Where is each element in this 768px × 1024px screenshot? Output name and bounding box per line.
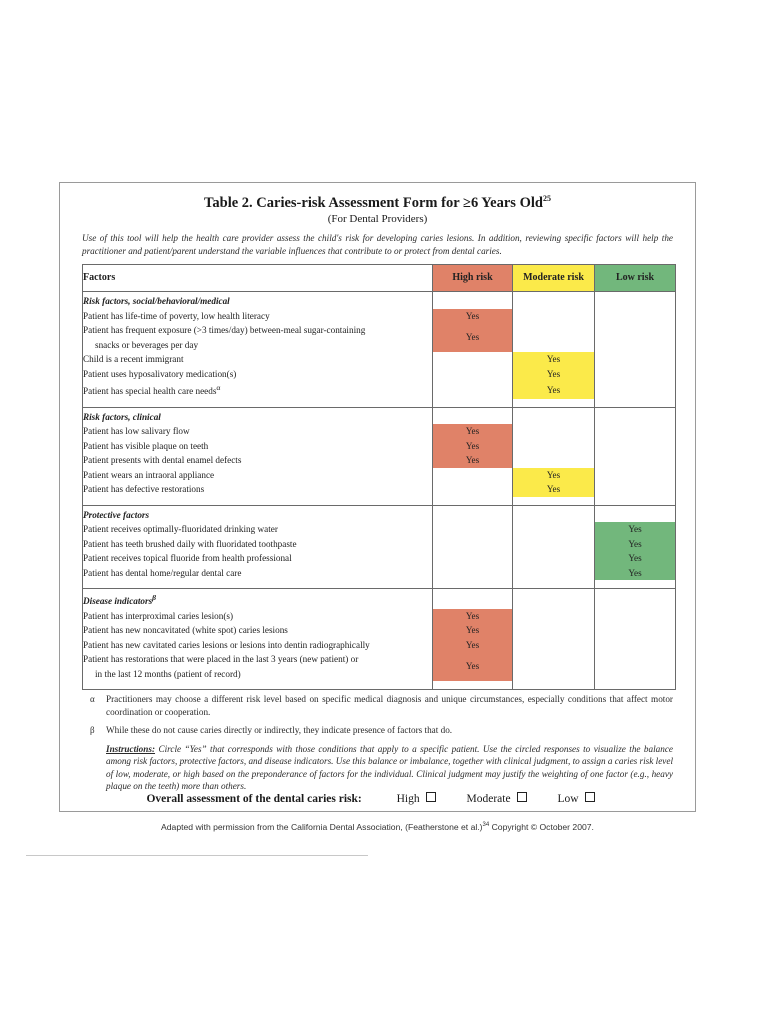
empty-cell xyxy=(433,522,513,537)
factor-row xyxy=(83,424,676,439)
empty-cell xyxy=(513,589,595,609)
empty-cell xyxy=(433,566,513,581)
factor-cell xyxy=(83,424,433,439)
factor-cell xyxy=(83,609,433,624)
risk-table-body xyxy=(83,265,676,690)
factor-row xyxy=(83,638,676,653)
factor-text: Patient has defective restorations xyxy=(83,484,205,495)
factor-row xyxy=(83,522,676,537)
empty-cell xyxy=(433,381,513,399)
risk-table xyxy=(82,264,676,690)
credit-copyright: Copyright © October 2007. xyxy=(489,822,594,832)
empty-cell xyxy=(513,609,595,624)
empty-cell xyxy=(595,453,676,468)
spacer-cell xyxy=(83,399,433,408)
empty-cell xyxy=(513,453,595,468)
empty-cell xyxy=(513,551,595,566)
empty-cell xyxy=(433,537,513,552)
low-risk-yes[interactable]: Yes xyxy=(595,566,676,581)
factor-cell xyxy=(83,367,433,382)
spacer-cell xyxy=(595,399,676,408)
empty-cell xyxy=(595,505,676,522)
empty-cell xyxy=(513,537,595,552)
empty-cell xyxy=(513,652,595,681)
high-risk-yes[interactable]: Yes xyxy=(433,623,513,638)
empty-cell xyxy=(595,468,676,483)
empty-cell xyxy=(595,439,676,454)
low-checkbox[interactable] xyxy=(585,792,595,802)
spacer-cell xyxy=(595,497,676,506)
intro-paragraph: Use of this tool will help the health care provider assess the child's risk for developing caries lesions. In addition, reviewing specific factors will help the practitioner and patient/parent understand the variable influences that contribute to or protect from dental caries. xyxy=(82,233,673,256)
section-label-text: Disease indicators xyxy=(83,596,153,607)
moderate-risk-yes[interactable]: Yes xyxy=(513,482,595,497)
factor-cell xyxy=(83,551,433,566)
section-header-row xyxy=(83,407,676,424)
factor-text-continued: snacks or beverages per day xyxy=(95,339,199,350)
factor-row xyxy=(83,381,676,399)
spacer-cell xyxy=(83,681,433,690)
factor-cell xyxy=(83,482,433,497)
section-spacer xyxy=(83,399,676,408)
factor-cell xyxy=(83,566,433,581)
factor-row xyxy=(83,623,676,638)
overall-high-label: High xyxy=(396,793,420,805)
empty-cell xyxy=(595,652,676,681)
empty-cell xyxy=(513,638,595,653)
footnote-beta xyxy=(90,724,673,737)
factor-text: Patient has life-time of poverty, low health literacy xyxy=(83,310,270,321)
section-label-footnote: β xyxy=(152,593,157,603)
empty-cell xyxy=(595,589,676,609)
empty-cell xyxy=(595,381,676,399)
high-risk-yes[interactable]: Yes xyxy=(433,652,513,681)
high-risk-yes[interactable]: Yes xyxy=(433,424,513,439)
title-text: Table 2. Caries-risk Assessment Form for ≥6 Years Old xyxy=(204,194,543,211)
instructions-text: Circle “Yes” that corresponds with those conditions that apply to a specific patient. Use the circled responses to visualize the balance among risk factors, protective factors, and disease indicators. Use this balance or imbalance, together with clinical judgment, to assign a caries risk level of low, moderate, or high based on the preponderance of factors for the individual. Clinical judgment may justify the weighting of one factor (e.g., heavy plaque on the teeth) more than others. xyxy=(106,743,673,791)
factor-text: Patient uses hyposalivatory medication(s) xyxy=(83,368,237,379)
instructions-label: Instructions: xyxy=(106,743,156,754)
overall-moderate-label: Moderate xyxy=(466,793,511,805)
empty-cell xyxy=(513,424,595,439)
factor-text: Patient has low salivary flow xyxy=(83,426,190,437)
high-checkbox[interactable] xyxy=(426,792,436,802)
overall-question: Overall assessment of the dental caries risk: xyxy=(146,793,362,805)
factor-row xyxy=(83,309,676,324)
empty-cell xyxy=(433,551,513,566)
empty-cell xyxy=(513,439,595,454)
factor-cell xyxy=(83,537,433,552)
spacer-cell xyxy=(595,681,676,690)
spacer-cell xyxy=(433,580,513,589)
spacer-cell xyxy=(83,497,433,506)
section-spacer xyxy=(83,580,676,589)
high-risk-yes[interactable]: Yes xyxy=(433,609,513,624)
table-subtitle: (For Dental Providers) xyxy=(327,213,428,225)
section-label xyxy=(83,292,433,309)
section-label-text: Protective factors xyxy=(83,509,150,520)
factor-cell xyxy=(83,522,433,537)
empty-cell xyxy=(595,323,676,352)
factor-row xyxy=(83,352,676,367)
header-factors: Factors xyxy=(83,265,433,292)
factor-row xyxy=(83,439,676,454)
moderate-risk-yes[interactable]: Yes xyxy=(513,352,595,367)
spacer-cell xyxy=(83,580,433,589)
footnote-alpha-text: Practitioners may choose a different risk level based on specific medical diagnosis and unique circumstances, especially conditions that affect motor coordination or cooperation. xyxy=(106,694,673,717)
overall-option-moderate xyxy=(466,793,526,805)
factor-text: Child is a recent immigrant xyxy=(83,354,184,364)
spacer-cell xyxy=(513,399,595,408)
empty-cell xyxy=(433,589,513,609)
credit-text: Adapted with permission from the California Dental Association, (Featherstone et al.) xyxy=(161,822,483,832)
factor-row xyxy=(83,453,676,468)
empty-cell xyxy=(433,505,513,522)
empty-cell xyxy=(433,367,513,382)
section-header-row xyxy=(83,589,676,609)
section-spacer xyxy=(83,681,676,690)
factor-cell xyxy=(83,652,433,681)
empty-cell xyxy=(513,522,595,537)
factor-row xyxy=(83,468,676,483)
factor-row xyxy=(83,323,676,352)
section-header-row xyxy=(83,505,676,522)
moderate-risk-yes[interactable]: Yes xyxy=(513,468,595,483)
factor-row xyxy=(83,482,676,497)
footnotes xyxy=(90,693,673,793)
high-risk-yes[interactable]: Yes xyxy=(433,309,513,324)
section-header-row xyxy=(83,292,676,309)
section-label-text: Risk factors, clinical xyxy=(83,411,161,422)
empty-cell xyxy=(513,309,595,324)
table-header-row xyxy=(83,265,676,292)
factor-text: Patient has new noncavitated (white spot) caries lesions xyxy=(83,625,288,636)
section-spacer xyxy=(83,497,676,506)
factor-cell xyxy=(83,309,433,324)
factor-text: Patient receives topical fluoride from health professional xyxy=(83,553,292,564)
empty-cell xyxy=(595,482,676,497)
empty-cell xyxy=(595,609,676,624)
high-risk-yes[interactable]: Yes xyxy=(433,439,513,454)
credit-line xyxy=(59,822,696,832)
credit-reference: 34 xyxy=(482,822,490,829)
moderate-risk-yes[interactable]: Yes xyxy=(513,381,595,399)
section-label xyxy=(83,505,433,522)
section-label xyxy=(83,407,433,424)
empty-cell xyxy=(513,623,595,638)
empty-cell xyxy=(513,323,595,352)
factor-cell xyxy=(83,638,433,653)
factor-cell xyxy=(83,439,433,454)
title-reference: 25 xyxy=(542,194,551,203)
low-risk-yes[interactable]: Yes xyxy=(595,551,676,566)
empty-cell xyxy=(595,638,676,653)
factor-row xyxy=(83,566,676,581)
factor-text: Patient has special health care needs xyxy=(83,386,217,397)
empty-cell xyxy=(433,407,513,424)
low-risk-yes[interactable]: Yes xyxy=(595,537,676,552)
factor-row xyxy=(83,367,676,382)
empty-cell xyxy=(595,292,676,309)
footnote-alpha-symbol: α xyxy=(90,694,95,704)
header-low-risk: Low risk xyxy=(595,265,676,292)
table-title xyxy=(60,194,695,212)
page-divider xyxy=(26,855,368,856)
factor-row xyxy=(83,551,676,566)
empty-cell xyxy=(595,424,676,439)
section-label xyxy=(83,589,433,609)
empty-cell xyxy=(513,566,595,581)
factor-row xyxy=(83,652,676,681)
overall-low-label: Low xyxy=(557,793,579,805)
empty-cell xyxy=(595,309,676,324)
low-risk-yes[interactable]: Yes xyxy=(595,522,676,537)
empty-cell xyxy=(433,352,513,367)
factor-text: Patient has frequent exposure (>3 times/day) between-meal sugar-containing xyxy=(83,325,366,335)
spacer-cell xyxy=(433,497,513,506)
footnote-alpha xyxy=(90,693,673,718)
high-risk-yes[interactable]: Yes xyxy=(433,323,513,352)
empty-cell xyxy=(513,505,595,522)
spacer-cell xyxy=(513,580,595,589)
overall-option-low xyxy=(557,793,594,805)
moderate-risk-yes[interactable]: Yes xyxy=(513,367,595,382)
factor-text: Patient has teeth brushed daily with fluoridated toothpaste xyxy=(83,538,297,549)
empty-cell xyxy=(433,482,513,497)
high-risk-yes[interactable]: Yes xyxy=(433,638,513,653)
factor-cell xyxy=(83,453,433,468)
header-high-risk: High risk xyxy=(433,265,513,292)
factor-row xyxy=(83,537,676,552)
empty-cell xyxy=(513,292,595,309)
empty-cell xyxy=(595,352,676,367)
spacer-cell xyxy=(595,580,676,589)
factor-text: Patient receives optimally-fluoridated drinking water xyxy=(83,524,278,535)
factor-text: Patient has visible plaque on teeth xyxy=(83,440,209,451)
footnote-beta-text: While these do not cause caries directly or indirectly, they indicate presence of factors that do. xyxy=(106,725,453,735)
factor-cell xyxy=(83,323,433,352)
empty-cell xyxy=(433,292,513,309)
overall-option-high xyxy=(397,793,436,805)
empty-cell xyxy=(595,623,676,638)
factor-cell xyxy=(83,468,433,483)
spacer-cell xyxy=(513,681,595,690)
footnote-beta-symbol: β xyxy=(90,725,95,735)
high-risk-yes[interactable]: Yes xyxy=(433,453,513,468)
factor-cell xyxy=(83,352,433,367)
empty-cell xyxy=(595,407,676,424)
spacer-cell xyxy=(433,399,513,408)
spacer-cell xyxy=(433,681,513,690)
factor-text-continued: in the last 12 months (patient of record) xyxy=(95,668,241,679)
factor-cell xyxy=(83,623,433,638)
header-moderate-risk: Moderate risk xyxy=(513,265,595,292)
section-label-text: Risk factors, social/behavioral/medical xyxy=(83,296,230,306)
factor-row xyxy=(83,609,676,624)
factor-cell xyxy=(83,381,433,399)
moderate-checkbox[interactable] xyxy=(517,792,527,802)
factor-text: Patient has restorations that were placed in the last 3 years (new patient) or xyxy=(83,654,359,665)
empty-cell xyxy=(433,468,513,483)
instructions xyxy=(90,743,673,793)
empty-cell xyxy=(595,367,676,382)
factor-footnote: α xyxy=(216,383,221,392)
empty-cell xyxy=(513,407,595,424)
overall-assessment xyxy=(60,792,695,805)
factor-text: Patient has new cavitated caries lesions or lesions into dentin radiographically xyxy=(83,639,370,650)
factor-text: Patient wears an intraoral appliance xyxy=(83,469,215,480)
factor-text: Patient has interproximal caries lesion(s) xyxy=(83,610,234,621)
risk-assessment-form xyxy=(59,182,696,812)
spacer-cell xyxy=(513,497,595,506)
factor-text: Patient has dental home/regular dental care xyxy=(83,567,242,578)
factor-text: Patient presents with dental enamel defects xyxy=(83,455,242,466)
